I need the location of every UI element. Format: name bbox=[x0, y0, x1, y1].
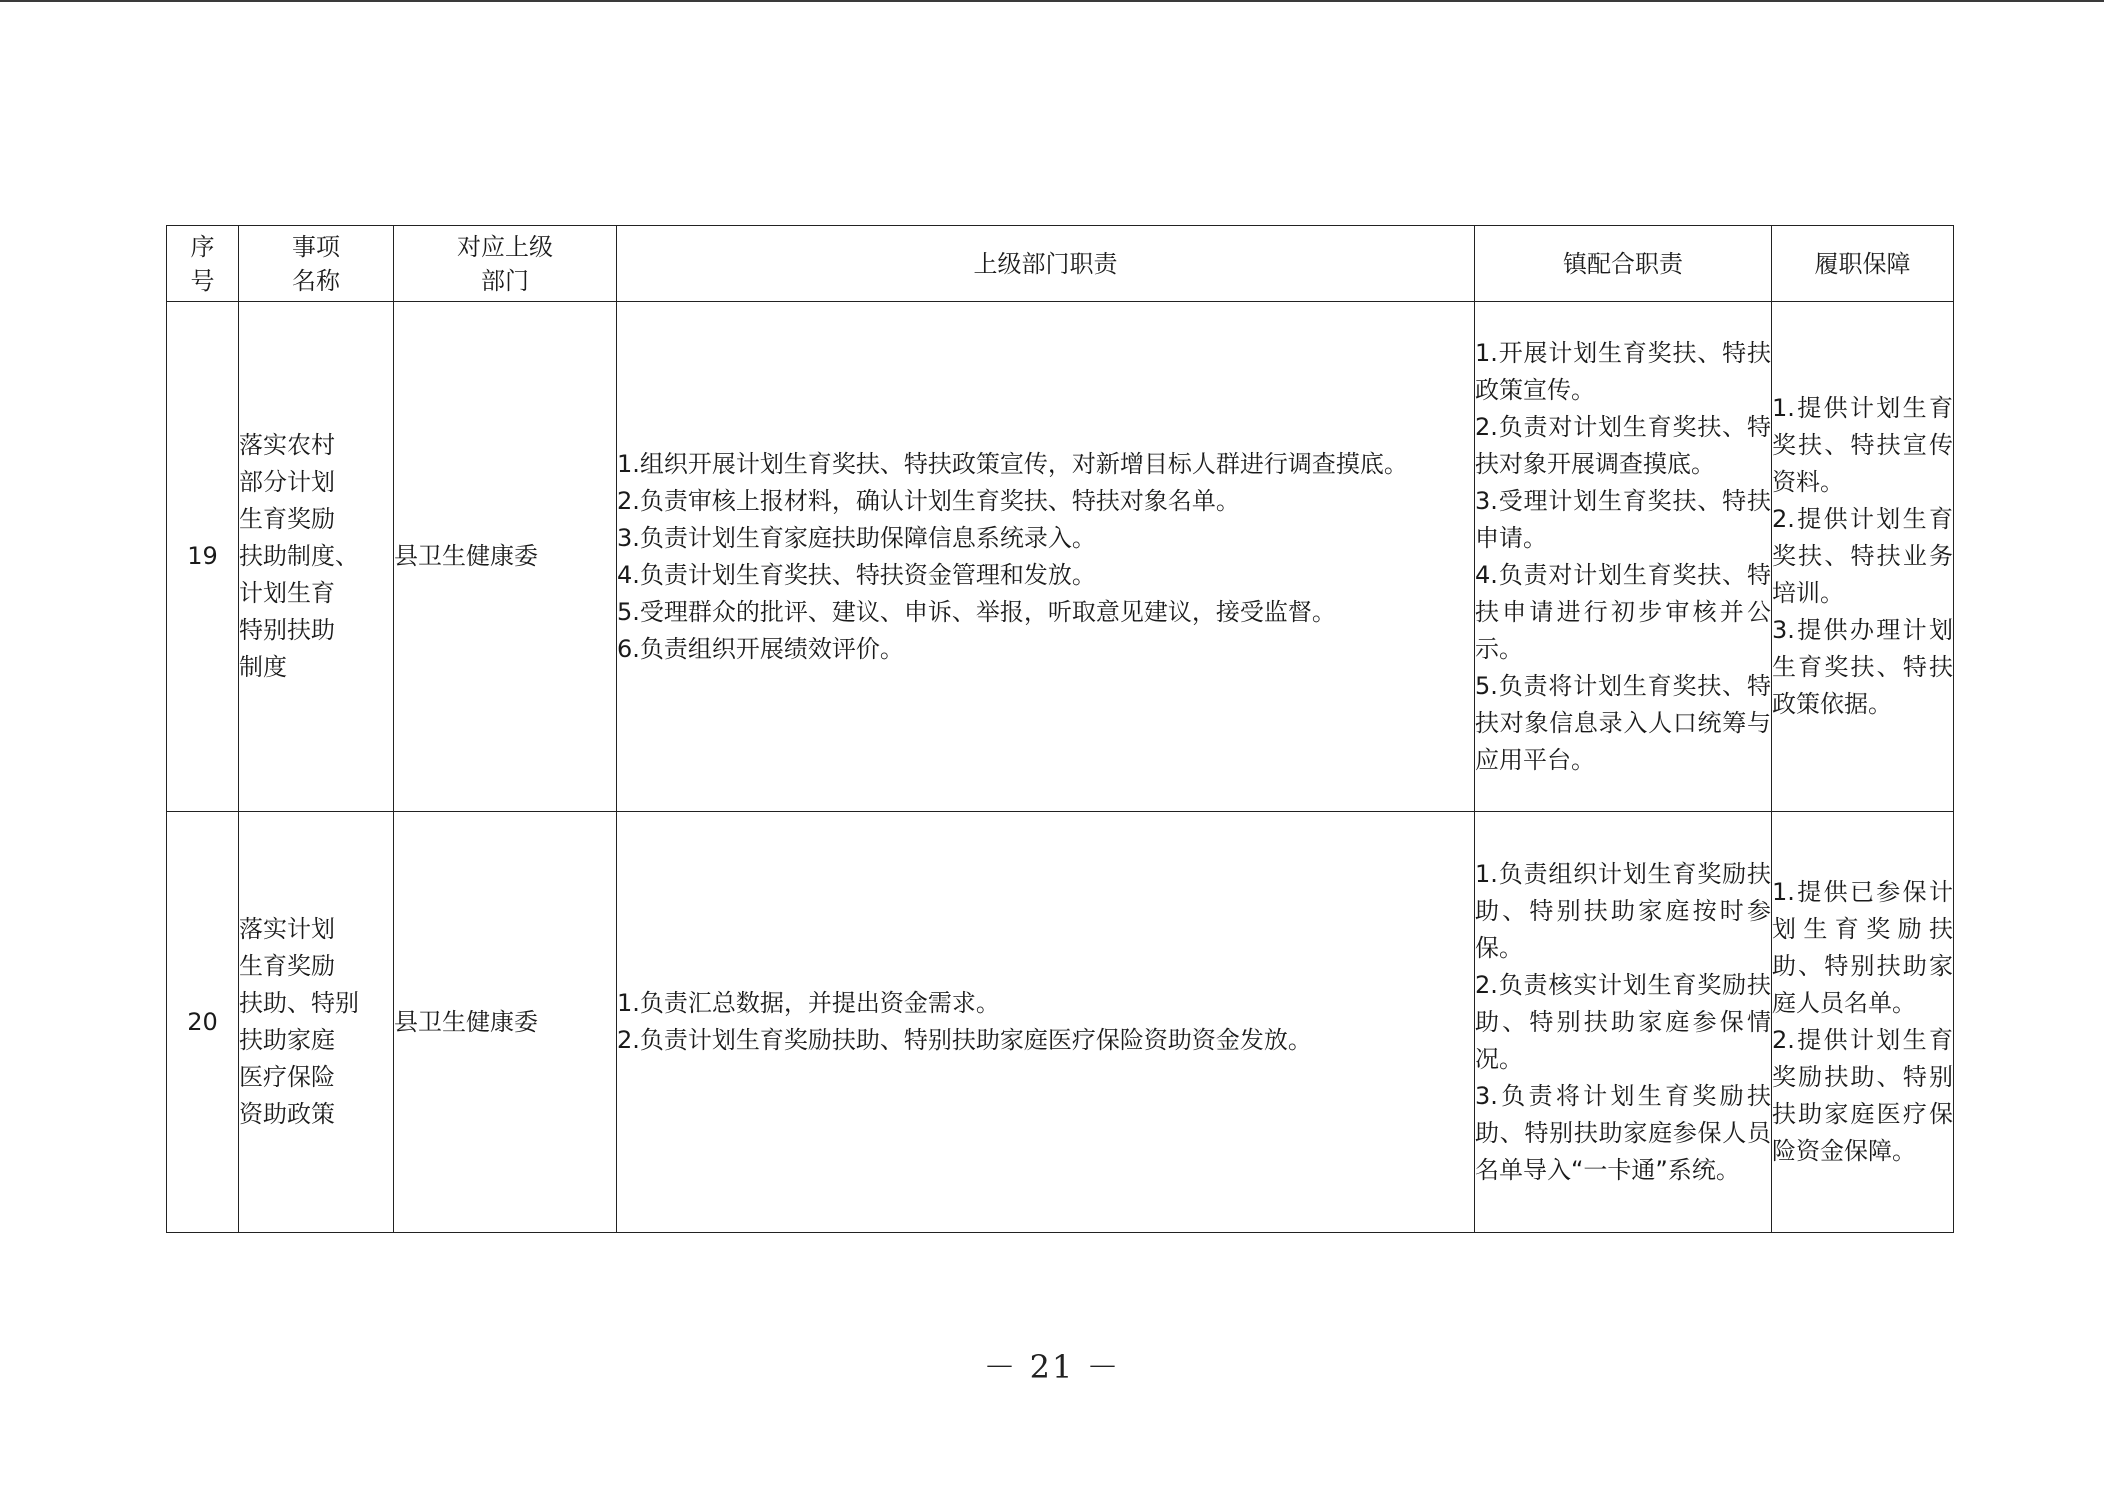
header-item-name: 事项 名称 bbox=[239, 226, 394, 302]
item-name-cell bbox=[239, 812, 394, 1233]
town-duty-item: 2.负责核实计划生育奖励扶助、特别扶助家庭参保情况。 bbox=[1475, 970, 1771, 1073]
header-upper-dept: 对应上级 部门 bbox=[394, 226, 617, 302]
guarantee-item: 2.提供计划生育奖励扶助、特别扶助家庭医疗保险资金保障。 bbox=[1772, 1026, 1953, 1165]
upper-dept-cell: 县卫生健康委 bbox=[394, 812, 617, 1233]
guarantee-item: 1.提供计划生育奖扶、特扶宣传资料。 bbox=[1772, 394, 1953, 496]
row-number: 19 bbox=[167, 302, 239, 812]
guarantee-cell bbox=[1772, 302, 1954, 812]
header-town-duties: 镇配合职责 bbox=[1475, 226, 1772, 302]
duty-table bbox=[166, 225, 1954, 1233]
table-row bbox=[167, 302, 1954, 812]
town-duty-item: 1.开展计划生育奖扶、特扶政策宣传。 bbox=[1475, 338, 1771, 404]
upper-duty-item: 5.受理群众的批评、建议、申诉、举报，听取意见建议，接受监督。 bbox=[617, 597, 1336, 626]
upper-duties-cell bbox=[617, 302, 1475, 812]
item-name-line: 资助政策 bbox=[239, 1100, 335, 1128]
upper-duty-item: 1.组织开展计划生育奖扶、特扶政策宣传，对新增目标人群进行调查摸底。 bbox=[617, 449, 1408, 478]
item-name-line: 医疗保险 bbox=[239, 1063, 335, 1091]
town-duty-item: 3.受理计划生育奖扶、特扶申请。 bbox=[1475, 486, 1771, 552]
header-guarantee: 履职保障 bbox=[1772, 226, 1954, 302]
item-name-line: 计划生育 bbox=[239, 579, 335, 607]
top-border-line bbox=[0, 0, 2104, 2]
upper-duty-item: 1.负责汇总数据，并提出资金需求。 bbox=[617, 989, 1000, 1017]
item-name-line: 落实计划 bbox=[239, 915, 335, 943]
upper-dept-cell: 县卫生健康委 bbox=[394, 302, 617, 812]
town-duty-item: 2.负责对计划生育奖扶、特扶对象开展调查摸底。 bbox=[1475, 412, 1771, 478]
town-duty-item: 4.负责对计划生育奖扶、特扶申请进行初步审核并公示。 bbox=[1475, 560, 1771, 663]
town-duty-item: 1.负责组织计划生育奖励扶助、特别扶助家庭按时参保。 bbox=[1475, 859, 1771, 962]
header-no: 序 号 bbox=[167, 226, 239, 302]
upper-duties-cell bbox=[617, 812, 1475, 1233]
upper-duty-item: 2.负责审核上报材料，确认计划生育奖扶、特扶对象名单。 bbox=[617, 486, 1240, 515]
row-number: 20 bbox=[167, 812, 239, 1233]
table-header-row bbox=[167, 226, 1954, 302]
upper-duty-item: 6.负责组织开展绩效评价。 bbox=[617, 634, 904, 663]
guarantee-item: 1.提供已参保计划生育奖励扶助、特别扶助家庭人员名单。 bbox=[1772, 878, 1953, 1017]
guarantee-item: 3.提供办理计划生育奖扶、特扶政策依据。 bbox=[1772, 616, 1953, 718]
header-upper-duties: 上级部门职责 bbox=[617, 226, 1475, 302]
item-name-cell bbox=[239, 302, 394, 812]
guarantee-cell bbox=[1772, 812, 1954, 1233]
item-name-line: 落实农村 bbox=[239, 431, 335, 459]
item-name-line: 制度 bbox=[239, 653, 287, 681]
town-duty-item: 3.负责将计划生育奖励扶助、特别扶助家庭参保人员名单导入“一卡通”系统。 bbox=[1475, 1081, 1771, 1184]
item-name-line: 扶助制度、 bbox=[239, 542, 359, 570]
upper-duty-item: 2.负责计划生育奖励扶助、特别扶助家庭医疗保险资助资金发放。 bbox=[617, 1026, 1312, 1054]
item-name-line: 扶助、特别 bbox=[239, 989, 359, 1017]
item-name-line: 部分计划 bbox=[239, 468, 335, 496]
town-duties-cell bbox=[1475, 812, 1772, 1233]
upper-duty-item: 3.负责计划生育家庭扶助保障信息系统录入。 bbox=[617, 523, 1096, 552]
guarantee-item: 2.提供计划生育奖扶、特扶业务培训。 bbox=[1772, 505, 1953, 607]
town-duty-item: 5.负责将计划生育奖扶、特扶对象信息录入人口统筹与应用平台。 bbox=[1475, 671, 1771, 774]
item-name-line: 生育奖励 bbox=[239, 505, 335, 533]
table-row bbox=[167, 812, 1954, 1233]
item-name-line: 特别扶助 bbox=[239, 616, 335, 644]
item-name-line: 扶助家庭 bbox=[239, 1026, 335, 1054]
item-name-line: 生育奖励 bbox=[239, 952, 335, 980]
town-duties-cell bbox=[1475, 302, 1772, 812]
upper-duty-item: 4.负责计划生育奖扶、特扶资金管理和发放。 bbox=[617, 560, 1096, 589]
page-number: － 21 － bbox=[983, 1348, 1121, 1386]
